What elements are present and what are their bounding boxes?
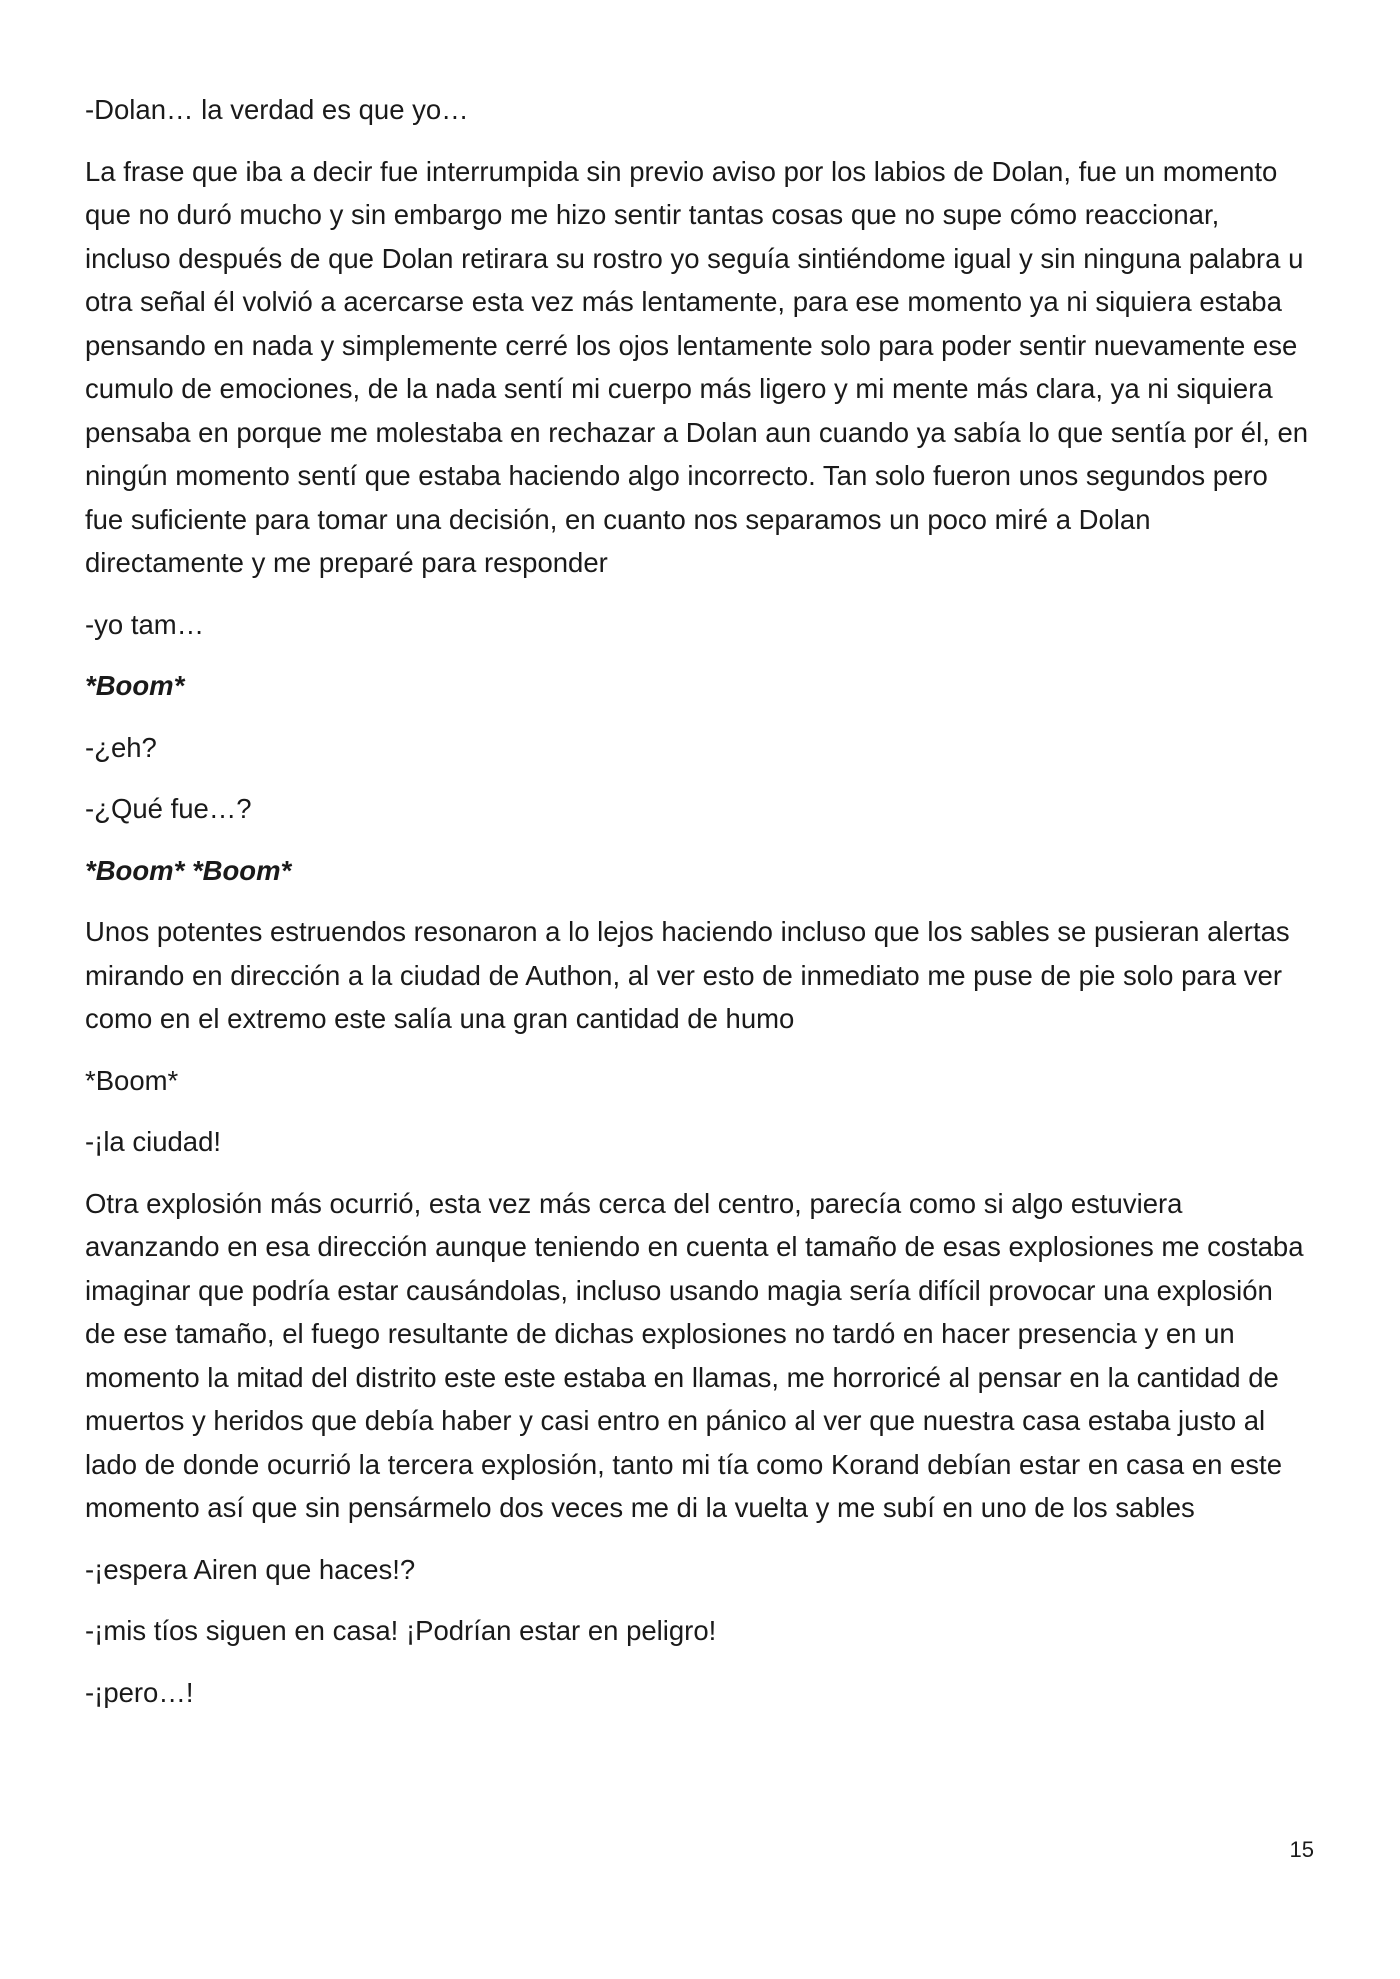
dialogue-line: -yo tam…	[85, 608, 205, 640]
dialogue-line: -¡espera Airen que haces!?	[85, 1553, 416, 1585]
dialogue-line: -Dolan… la verdad es que yo…	[85, 94, 469, 125]
narration-paragraph: Otra explosión más ocurrió, esta vez más cerca del centro, parecía como si algo estuviera avanzando en esa dirección aunque teniendo en cuenta el tamaño de esas explosiones me costaba imaginar que podría estar causándolas, incluso usando magia sería difícil provocar una explosión de ese tamaño, el fuego resultante de dichas explosiones no tardó en hacer presencia y en un momento la mitad del distrito este este estaba en llamas, me horroricé al pensar en la cantidad de muertos y heridos que debía haber y casi entro en pánico al ver que nuestra casa estaba justo al lado de donde ocurrió la tercera explosión, tanto mi tía como Korand debían estar en casa en este momento así que sin pensármelo dos veces me di la vuelta y me subí en uno de los sables	[85, 1187, 1304, 1523]
sound-effect: *Boom*	[85, 670, 185, 701]
sound-effect: *Boom* *Boom*	[85, 854, 292, 886]
sound-effect: *Boom*	[85, 1064, 179, 1096]
page-number: 15	[1289, 1837, 1314, 1862]
dialogue-line: -¿eh?	[85, 731, 157, 763]
dialogue-line: -¿Qué fue…?	[85, 793, 252, 824]
narration-paragraph: Unos potentes estruendos resonaron a lo lejos haciendo incluso que los sables se pusieran alertas mirando en dirección a la ciudad de Authon, al ver esto de inmediato me puse de pie solo para ver como en el extremo este salía una gran cantidad de humo	[85, 916, 1290, 1034]
dialogue-line: -¡pero…!	[85, 1676, 194, 1708]
dialogue-line: -¡la ciudad!	[85, 1126, 222, 1157]
narration-paragraph: La frase que iba a decir fue interrumpida sin previo aviso por los labios de Dolan, fue un momento que no duró mucho y sin embargo me hizo sentir tantas cosas que no supe cómo reaccionar, incluso después de que Dolan retirara su rostro yo seguía sintiéndome igual y sin ninguna palabra u otra señal él volvió a acercarse esta vez más lentamente, para ese momento ya ni siquiera estaba pensando en nada y simplemente cerré los ojos lentamente solo para poder sentir nuevamente ese cumulo de emociones, de la nada sentí mi cuerpo más ligero y mi mente más clara, ya ni siquiera pensaba en porque me molestaba en rechazar a Dolan aun cuando ya sabía lo que sentía por él, en ningún momento sentí que estaba haciendo algo incorrecto. Tan solo fueron unos segundos pero fue suficiente para tomar una decisión, en cuanto nos separamos un poco miré a Dolan directamente y me preparé para responder	[85, 155, 1309, 578]
dialogue-line: -¡mis tíos siguen en casa! ¡Podrían estar en peligro!	[85, 1615, 717, 1646]
